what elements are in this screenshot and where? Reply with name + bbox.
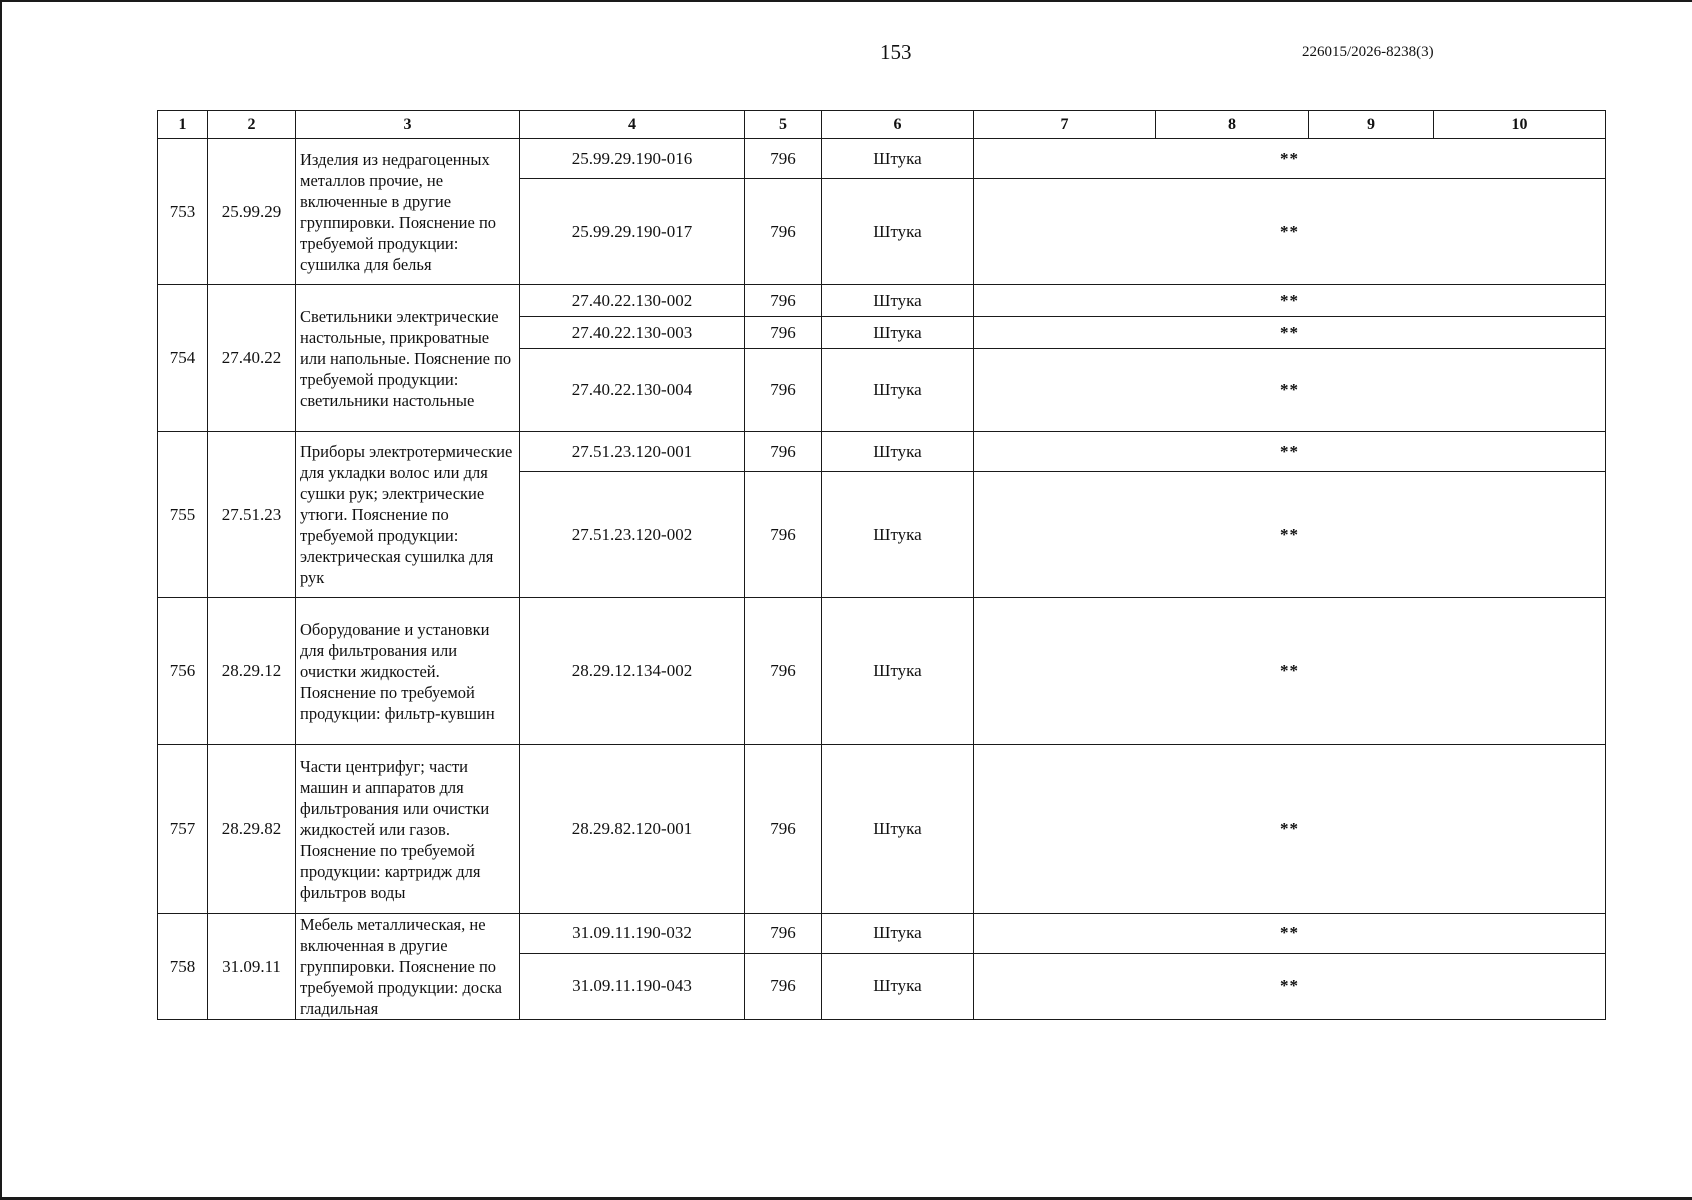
note-cell: ** xyxy=(974,179,1606,285)
row-number: 753 xyxy=(158,139,208,285)
row-number: 757 xyxy=(158,745,208,914)
table-header-row xyxy=(158,111,1606,139)
column-header: 3 xyxy=(296,111,520,139)
ktru-code: 25.99.29.190-016 xyxy=(520,139,745,179)
okpd-code: 27.40.22 xyxy=(208,285,296,432)
table-row xyxy=(158,914,1606,954)
row-number: 754 xyxy=(158,285,208,432)
column-header: 7 xyxy=(974,111,1156,139)
column-header: 6 xyxy=(822,111,974,139)
note-cell: ** xyxy=(974,598,1606,745)
product-description: Мебель металлическая, не включенная в другие группировки. Пояснение по требуемой продукции: доска гладильная xyxy=(296,914,520,1020)
okei-code: 796 xyxy=(745,349,822,432)
column-header: 10 xyxy=(1434,111,1606,139)
okei-code: 796 xyxy=(745,914,822,954)
okei-code: 796 xyxy=(745,472,822,598)
table-row xyxy=(158,745,1606,914)
ktru-code: 27.40.22.130-002 xyxy=(520,285,745,317)
okpd-code: 27.51.23 xyxy=(208,432,296,598)
column-header: 8 xyxy=(1156,111,1309,139)
column-header: 1 xyxy=(158,111,208,139)
table-row xyxy=(158,598,1606,745)
okpd-code: 28.29.82 xyxy=(208,745,296,914)
note-cell: ** xyxy=(974,139,1606,179)
note-cell: ** xyxy=(974,914,1606,954)
ktru-code: 27.51.23.120-001 xyxy=(520,432,745,472)
product-description: Изделия из недрагоценных металлов прочие, не включенные в другие группировки. Пояснение по требуемой продукции: сушилка для белья xyxy=(296,139,520,285)
okei-code: 796 xyxy=(745,317,822,349)
document-code: 226015/2026-8238(3) xyxy=(1302,44,1434,60)
row-number: 755 xyxy=(158,432,208,598)
note-cell: ** xyxy=(974,317,1606,349)
ktru-code: 27.40.22.130-003 xyxy=(520,317,745,349)
product-description: Оборудование и установки для фильтрования или очистки жидкостей. Пояснение по требуемой продукции: фильтр-кувшин xyxy=(296,598,520,745)
note-cell: ** xyxy=(974,285,1606,317)
unit-name: Штука xyxy=(822,914,974,954)
ktru-code: 31.09.11.190-032 xyxy=(520,914,745,954)
note-cell: ** xyxy=(974,432,1606,472)
column-header: 2 xyxy=(208,111,296,139)
unit-name: Штука xyxy=(822,598,974,745)
table-row xyxy=(158,285,1606,317)
unit-name: Штука xyxy=(822,349,974,432)
unit-name: Штука xyxy=(822,285,974,317)
row-number: 758 xyxy=(158,914,208,1020)
ktru-code: 31.09.11.190-043 xyxy=(520,953,745,1019)
note-cell: ** xyxy=(974,953,1606,1019)
note-cell: ** xyxy=(974,472,1606,598)
ktru-code: 28.29.82.120-001 xyxy=(520,745,745,914)
note-cell: ** xyxy=(974,745,1606,914)
product-description: Части центрифуг; части машин и аппаратов для фильтрования или очистки жидкостей или газов. Пояснение по требуемой продукции: картридж для фильтров воды xyxy=(296,745,520,914)
unit-name: Штука xyxy=(822,139,974,179)
unit-name: Штука xyxy=(822,432,974,472)
specification-table xyxy=(157,110,1606,1020)
okpd-code: 28.29.12 xyxy=(208,598,296,745)
product-description: Светильники электрические настольные, прикроватные или напольные. Пояснение по требуемой продукции: светильники настольные xyxy=(296,285,520,432)
ktru-code: 27.51.23.120-002 xyxy=(520,472,745,598)
note-cell: ** xyxy=(974,349,1606,432)
column-header: 9 xyxy=(1309,111,1434,139)
okei-code: 796 xyxy=(745,139,822,179)
unit-name: Штука xyxy=(822,179,974,285)
okei-code: 796 xyxy=(745,598,822,745)
ktru-code: 25.99.29.190-017 xyxy=(520,179,745,285)
page-number: 153 xyxy=(880,40,912,64)
okei-code: 796 xyxy=(745,179,822,285)
unit-name: Штука xyxy=(822,953,974,1019)
column-header: 5 xyxy=(745,111,822,139)
table-row xyxy=(158,139,1606,179)
ktru-code: 27.40.22.130-004 xyxy=(520,349,745,432)
product-description: Приборы электротермические для укладки волос или для сушки рук; электрические утюги. Пояснение по требуемой продукции: электрическая сушилка для рук xyxy=(296,432,520,598)
okei-code: 796 xyxy=(745,745,822,914)
ktru-code: 28.29.12.134-002 xyxy=(520,598,745,745)
unit-name: Штука xyxy=(822,317,974,349)
table-row xyxy=(158,432,1606,472)
okei-code: 796 xyxy=(745,285,822,317)
okpd-code: 31.09.11 xyxy=(208,914,296,1020)
unit-name: Штука xyxy=(822,745,974,914)
row-number: 756 xyxy=(158,598,208,745)
unit-name: Штука xyxy=(822,472,974,598)
okei-code: 796 xyxy=(745,432,822,472)
okpd-code: 25.99.29 xyxy=(208,139,296,285)
okei-code: 796 xyxy=(745,953,822,1019)
column-header: 4 xyxy=(520,111,745,139)
